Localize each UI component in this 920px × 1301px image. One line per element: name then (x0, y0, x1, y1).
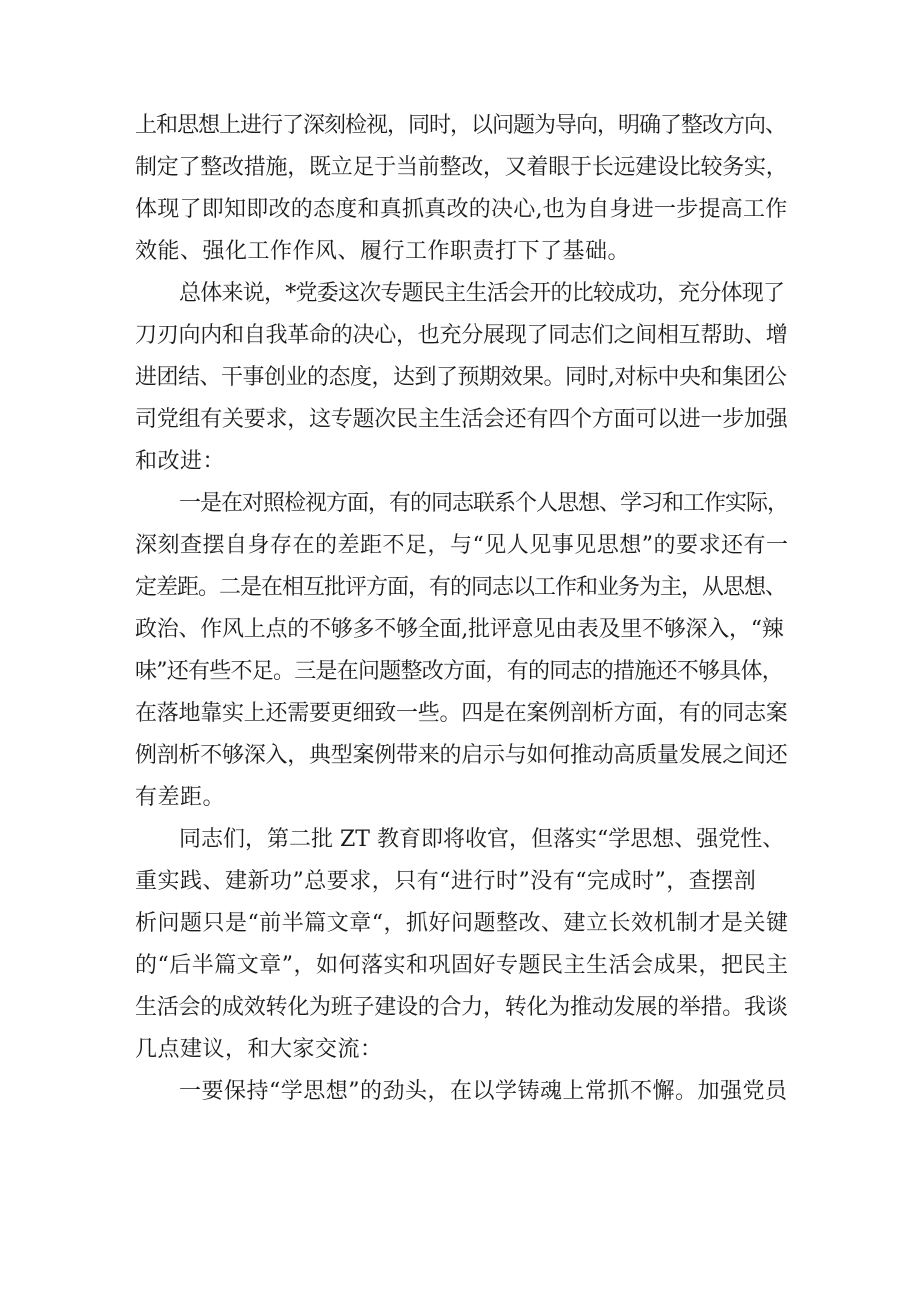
text-line: 定差距。二是在相互批评方面，有的同志以工作和业务为主，从思想、 (135, 575, 787, 600)
text-line: 和改进： (135, 449, 226, 474)
text-line: 几点建议，和大家交流： (135, 1037, 383, 1062)
text-line: 有差距。 (135, 785, 226, 810)
text-line: 的“后半篇文章”，如何落实和巩固好专题民主生活会成果，把民主 (135, 953, 789, 978)
text-line: 在落地靠实上还需要更细致一些。四是在案例剖析方面，有的同志案 (135, 701, 788, 726)
text-line: 政治、作风上点的不够多不够全面,批评意见由表及里不够深入，“辣 (135, 617, 784, 642)
text-line: 深刻查摆自身存在的差距不足，与“见人见事见思想”的要求还有一 (135, 533, 789, 558)
text-line: 上和思想上进行了深刻检视，同时，以问题为导向，明确了整改方向、 (135, 113, 787, 138)
paragraph-start-line: 一是在对照检视方面，有的同志联系个人思想、学习和工作实际， (179, 491, 789, 516)
paragraph-start-line: 同志们，第二批 ZT 教育即将收官，但落实“学思想、强党性、 (179, 827, 785, 852)
text-line: 生活会的成效转化为班子建设的合力，转化为推动发展的举措。我谈 (135, 995, 788, 1020)
text-line: 例剖析不够深入，典型案例带来的启示与如何推动高质量发展之间还 (135, 743, 788, 768)
text-line: 味”还有些不足。三是在问题整改方面，有的同志的措施还不够具体， (135, 659, 783, 684)
paragraph-start-line: 总体来说，*党委这次专题民主生活会开的比较成功，充分体现了 (179, 281, 785, 306)
text-line: 进团结、干事创业的态度，达到了预期效果。同时,对标中央和集团公 (135, 365, 787, 390)
text-line: 重实践、建新功”总要求，只有“进行时”没有“完成时”，查摆剖 (135, 869, 757, 894)
text-line: 制定了整改措施，既立足于当前整改，又着眼于长远建设比较务实， (135, 155, 788, 180)
text-line: 刀刃向内和自我革命的决心，也充分展现了同志们之间相互帮助、增 (135, 323, 788, 348)
text-line: 析问题只是“前半篇文章“，抓好问题整改、建立长效机制才是关键 (135, 911, 789, 936)
text-line: 司党组有关要求，这专题次民主生活会还有四个方面可以进一步加强 (135, 407, 788, 432)
text-line: 效能、强化工作作风、履行工作职责打下了基础。 (135, 239, 631, 264)
text-line: 体现了即知即改的态度和真抓真改的决心,也为自身进一步提高工作 (135, 197, 788, 222)
paragraph-start-line: 一要保持“学思想”的劲头，在以学铸魂上常抓不懈。加强党员 (179, 1079, 788, 1104)
